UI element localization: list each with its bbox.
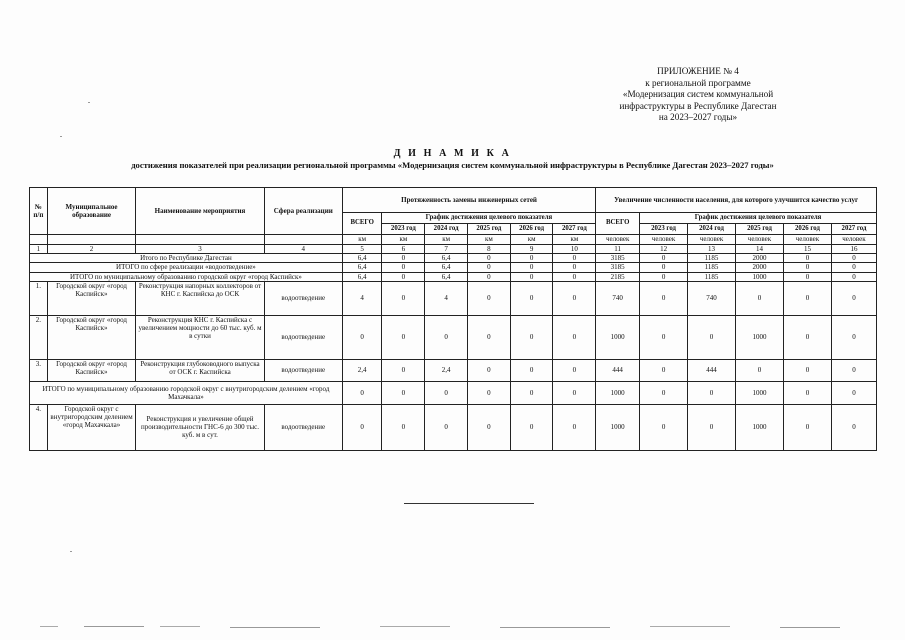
cell-value: 1000: [736, 404, 784, 450]
column-number: 14: [736, 245, 784, 254]
cell-value: 6,4: [425, 263, 468, 272]
cell-value: 4: [342, 281, 382, 315]
unit-people: человек: [783, 235, 831, 245]
cell-value: 6,4: [425, 272, 468, 281]
document-heading: [0, 148, 905, 171]
cell-value: 0: [553, 272, 596, 281]
header-total-people: ВСЕГО: [596, 213, 640, 235]
cell-value: 0: [553, 254, 596, 263]
cell-value: 6,4: [342, 272, 382, 281]
cell-value: 0: [640, 315, 688, 359]
cell-value: 2000: [736, 254, 784, 263]
row-municipality: Городской округ «город Каспийск»: [47, 359, 136, 381]
cell-value: 0: [510, 263, 553, 272]
header-schedule-km: График достижения целевого показателя: [382, 213, 596, 224]
header-year-people: 2026 год: [783, 224, 831, 235]
cell-value: 0: [510, 315, 553, 359]
unit-km: км: [553, 235, 596, 245]
cell-value: 0: [467, 315, 510, 359]
unit-km: км: [467, 235, 510, 245]
appendix-line-1: ПРИЛОЖЕНИЕ № 4: [657, 66, 739, 76]
appendix-line-4: инфраструктуры в Республике Дагестан: [619, 100, 777, 111]
row-sphere: водоотведение: [264, 359, 342, 381]
cell-value: 0: [382, 315, 425, 359]
cell-value: 0: [783, 381, 831, 404]
cell-value: 0: [553, 315, 596, 359]
cell-value: 740: [688, 281, 736, 315]
column-number: 5: [342, 245, 382, 254]
header-year-people: 2023 год: [640, 224, 688, 235]
header-year-people: 2025 год: [736, 224, 784, 235]
document-subtitle: достижения показателей при реализации региональной программы «Модернизация систем коммунальной инфраструктуры в Республике Дагестан 2023–2027 годы»: [131, 160, 774, 170]
row-sphere: водоотведение: [264, 404, 342, 450]
unit-km: км: [342, 235, 382, 245]
column-number: 15: [783, 245, 831, 254]
scan-artefact: [380, 626, 450, 627]
header-municipality: Муниципальное образование: [47, 188, 136, 235]
cell-value: 1000: [736, 381, 784, 404]
cell-value: 0: [382, 272, 425, 281]
scan-artefact: [160, 626, 200, 627]
cell-value: 0: [467, 281, 510, 315]
cell-value: 2185: [596, 272, 640, 281]
scan-artefact: [40, 626, 58, 627]
header-sphere: Сфера реализации: [264, 188, 342, 235]
table-row-total-kaspiysk: [30, 272, 877, 281]
cell-value: 0: [640, 254, 688, 263]
column-number: 13: [688, 245, 736, 254]
row-number: 2.: [30, 315, 48, 359]
cell-value: 1000: [596, 381, 640, 404]
cell-value: 740: [596, 281, 640, 315]
cell-value: 0: [831, 359, 876, 381]
unit-people: человек: [831, 235, 876, 245]
cell-value: 4: [425, 281, 468, 315]
scan-artefact: [84, 626, 144, 627]
cell-value: 0: [425, 381, 468, 404]
cell-value: 0: [342, 404, 382, 450]
table-row-total-sphere: [30, 263, 877, 272]
cell-value: 0: [688, 381, 736, 404]
cell-value: 0: [783, 254, 831, 263]
header-year-km: 2025 год: [467, 224, 510, 235]
unit-people: человек: [596, 235, 640, 245]
scan-artefact: [780, 627, 840, 628]
cell-value: 0: [736, 359, 784, 381]
unit-km: км: [510, 235, 553, 245]
cell-value: 0: [467, 263, 510, 272]
header-year-people: 2027 год: [831, 224, 876, 235]
cell-value: 0: [640, 263, 688, 272]
row-sphere: водоотведение: [264, 281, 342, 315]
cell-value: 0: [688, 404, 736, 450]
header-num: № п/п: [30, 188, 48, 235]
cell-value: 0: [510, 272, 553, 281]
row-municipality: Городской округ «город Каспийск»: [47, 315, 136, 359]
scan-artefact: [60, 136, 62, 137]
unit-km: км: [382, 235, 425, 245]
cell-value: 0: [640, 272, 688, 281]
cell-value: 0: [382, 254, 425, 263]
header-year-km: 2026 год: [510, 224, 553, 235]
cell-value: 0: [425, 315, 468, 359]
cell-value: 0: [510, 281, 553, 315]
unit-people: человек: [640, 235, 688, 245]
scan-artefact: [88, 102, 90, 103]
cell-value: 0: [640, 281, 688, 315]
cell-value: 0: [382, 404, 425, 450]
row-number: 4.: [30, 404, 48, 450]
cell-value: 0: [553, 359, 596, 381]
column-number: 2: [47, 245, 136, 254]
header-year-km: 2027 год: [553, 224, 596, 235]
header-group-population: Увеличение численности населения, для которого улучшится качество услуг: [596, 188, 877, 213]
header-total-km: ВСЕГО: [342, 213, 382, 235]
column-number: 10: [553, 245, 596, 254]
cell-value: 0: [640, 404, 688, 450]
cell-value: 0: [425, 404, 468, 450]
appendix-line-5: на 2023–2027 годы»: [658, 112, 738, 123]
cell-value: 0: [831, 263, 876, 272]
column-number-row: [30, 245, 877, 254]
indicators-table: [29, 187, 877, 451]
cell-value: 0: [688, 315, 736, 359]
cell-value: 2000: [736, 263, 784, 272]
header-schedule-people: График достижения целевого показателя: [640, 213, 877, 224]
cell-value: 0: [342, 381, 382, 404]
table-row-total-makhachkala: [30, 381, 877, 404]
cell-value: 0: [831, 404, 876, 450]
row-municipality: Городской округ с внутригородским делением «город Махачкала»: [47, 404, 136, 450]
cell-value: 0: [831, 272, 876, 281]
row-measure: Реконструкция и увеличение общей производительности ГНС-6 до 300 тыс. куб. м в сут.: [136, 404, 264, 450]
cell-value: 6,4: [342, 254, 382, 263]
cell-value: 0: [510, 381, 553, 404]
cell-value: 0: [467, 254, 510, 263]
cell-value: 0: [553, 263, 596, 272]
column-number: 12: [640, 245, 688, 254]
column-number: 6: [382, 245, 425, 254]
cell-value: 0: [553, 381, 596, 404]
cell-value: 3185: [596, 263, 640, 272]
cell-value: 1185: [688, 254, 736, 263]
header-group-networks: Протяженность замены инженерных сетей: [342, 188, 595, 213]
cell-value: 0: [467, 381, 510, 404]
row-sphere: водоотведение: [264, 315, 342, 359]
cell-value: 1185: [688, 272, 736, 281]
scan-artefact: [650, 626, 730, 627]
cell-value: 0: [553, 404, 596, 450]
cell-value: 0: [467, 404, 510, 450]
header-year-people: 2024 год: [688, 224, 736, 235]
row-number: 1.: [30, 281, 48, 315]
cell-value: 444: [596, 359, 640, 381]
row-municipality: Городской округ «город Каспийск»: [47, 281, 136, 315]
scan-artefact: [230, 627, 320, 628]
cell-value: 0: [783, 315, 831, 359]
cell-value: 2,4: [425, 359, 468, 381]
appendix-line-3: «Модернизация систем коммунальной: [622, 89, 774, 100]
row-label: ИТОГО по муниципальному образованию городской округ с внутригородским делением «город Махачкала»: [30, 381, 343, 404]
cell-value: 6,4: [425, 254, 468, 263]
cell-value: 0: [467, 272, 510, 281]
row-measure: Реконструкция КНС г. Каспийска с увеличением мощности до 60 тыс. куб. м в сутки: [136, 315, 264, 359]
column-number: 11: [596, 245, 640, 254]
column-number: 16: [831, 245, 876, 254]
appendix-line-2: к региональной программе: [645, 77, 751, 88]
cell-value: 0: [553, 281, 596, 315]
row-label: ИТОГО по сфере реализации «водоотведение»: [30, 263, 343, 272]
cell-value: 6,4: [342, 263, 382, 272]
cell-value: 0: [342, 315, 382, 359]
cell-value: 0: [640, 381, 688, 404]
cell-value: 0: [510, 359, 553, 381]
scan-artefact: [70, 551, 72, 552]
header-year-km: 2023 год: [382, 224, 425, 235]
row-number: 3.: [30, 359, 48, 381]
cell-value: 0: [831, 254, 876, 263]
cell-value: 0: [510, 404, 553, 450]
cell-value: 0: [831, 381, 876, 404]
column-number: 7: [425, 245, 468, 254]
header-measure: Наименование мероприятия: [136, 188, 264, 235]
cell-value: 0: [467, 359, 510, 381]
column-number: 1: [30, 245, 48, 254]
table-row: [30, 315, 877, 359]
table-row: [30, 281, 877, 315]
column-number: 9: [510, 245, 553, 254]
cell-value: 0: [783, 272, 831, 281]
column-number: 8: [467, 245, 510, 254]
cell-value: 0: [382, 359, 425, 381]
unit-people: человек: [688, 235, 736, 245]
row-label: Итого по Республике Дагестан: [30, 254, 343, 263]
table-row: [30, 359, 877, 381]
cell-value: 1185: [688, 263, 736, 272]
column-number: 4: [264, 245, 342, 254]
cell-value: 1000: [596, 404, 640, 450]
scan-artefact: [500, 627, 610, 628]
cell-value: 0: [382, 281, 425, 315]
cell-value: 0: [382, 263, 425, 272]
document-title: Д И Н А М И К А: [393, 148, 512, 159]
cell-value: 0: [831, 315, 876, 359]
table-row-total-republic: [30, 254, 877, 263]
cell-value: 1000: [736, 272, 784, 281]
row-measure: Реконструкция глубоководного выпуска от ОСК г. Каспийска: [136, 359, 264, 381]
row-label: ИТОГО по муниципальному образованию городской округ «город Каспийск»: [30, 272, 343, 281]
end-of-document-line: [404, 503, 534, 504]
unit-km: км: [425, 235, 468, 245]
cell-value: 1000: [736, 315, 784, 359]
cell-value: 3185: [596, 254, 640, 263]
header-year-km: 2024 год: [425, 224, 468, 235]
cell-value: 1000: [596, 315, 640, 359]
table-row: [30, 404, 877, 450]
cell-value: 0: [783, 359, 831, 381]
cell-value: 0: [831, 281, 876, 315]
unit-people: человек: [736, 235, 784, 245]
cell-value: 2,4: [342, 359, 382, 381]
cell-value: 0: [783, 404, 831, 450]
cell-value: 0: [783, 263, 831, 272]
cell-value: 0: [510, 254, 553, 263]
cell-value: 444: [688, 359, 736, 381]
cell-value: 0: [736, 281, 784, 315]
cell-value: 0: [640, 359, 688, 381]
column-number: 3: [136, 245, 264, 254]
row-measure: Реконструкция напорных коллекторов от КНС г. Каспийска до ОСК: [136, 281, 264, 315]
appendix-block: [608, 66, 788, 124]
cell-value: 0: [382, 381, 425, 404]
cell-value: 0: [783, 281, 831, 315]
